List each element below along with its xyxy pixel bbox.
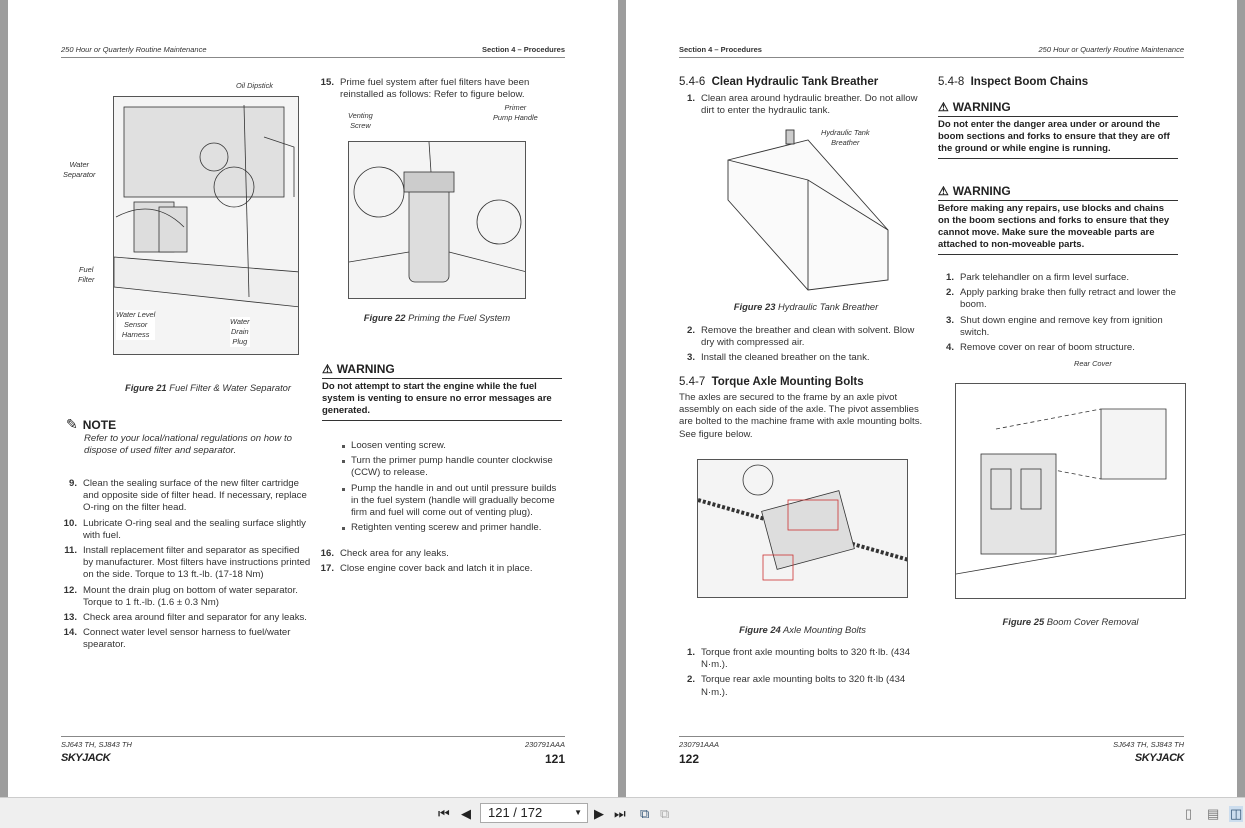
warning-box-2: ⚠ WARNING Before making any repairs, use blocks and chains on the boom sections and forks to ensure that they cannot move. Make sure the moveable parts are attached to non-moveable parts. [938,184,1178,255]
continuous-page-icon[interactable]: ▤ [1207,806,1220,821]
figure-23-caption: Figure 23 Hydraulic Tank Breather [733,301,879,312]
figure-24-caption: Figure 24 Axle Mounting Bolts [739,624,866,635]
skyjack-logo: SKYJACK [61,752,111,764]
bullet-item: Turn the primer pump handle counter clockwise (CCW) to release. [341,455,566,479]
note-text: Refer to your local/national regulations on how to dispose of used filter and separator. [84,433,292,457]
warning-triangle-icon: ⚠ [938,184,949,198]
running-header: 250 Hour or Quarterly Routine Maintenance [61,45,207,54]
step-item: 13. Check area around filter and separator for any leaks. [63,612,307,624]
step-item: 10. Lubricate O-ring seal and the sealing surface slightly with fuel. [63,517,306,541]
prev-page-icon[interactable]: ◀ [461,806,471,821]
first-page-icon[interactable]: ⏮ [438,806,450,821]
single-page-icon[interactable]: ▯ [1185,806,1193,821]
section-header: Section 4 – Procedures [482,45,565,54]
label-hydraulic-breather: Hydraulic Tank Breather [821,128,870,147]
warning-triangle-icon: ⚠ [322,362,333,376]
figure-25-image [955,383,1186,599]
label-water-drain: Water Drain Plug [230,317,250,346]
warning-box: ⚠ WARNING Do not attempt to start the engine while the fuel system is venting to ensure no error messages are generated. [322,362,562,421]
label-water-level: Water Level Sensor Harness [116,310,156,339]
skyjack-logo: SKYJACK [1134,752,1184,764]
last-page-icon[interactable]: ⏭ [614,806,626,821]
page-selector[interactable]: 121 / 172 ▼ [480,803,588,823]
step-item: 11. Install replacement filter and separator as specified by manufacturer. Most filters have instructions printed on the side. Torque to 13 ft.-lb. (17-18 Nm) [64,545,311,581]
label-fuel-filter: Fuel Filter [78,265,95,284]
figure-23-image [718,120,898,292]
figure-21-caption: Figure 21 Fuel Filter & Water Separator [124,382,292,393]
pencil-icon: ✎ [66,416,78,432]
left-page [8,0,618,797]
priming-bullets [341,440,566,537]
label-primer-pump: Primer Pump Handle [493,103,538,122]
section-5-4-8-heading: 5.4-8 Inspect Boom Chains [938,76,1089,88]
figure-25-caption: Figure 25 Boom Cover Removal [1002,616,1139,627]
paste-icon[interactable]: ⧉ [660,806,670,821]
figure-24-image [697,459,908,598]
viewer-toolbar [0,797,1245,828]
step-15: 15. Prime fuel system after fuel filters have been reinstalled as follows: Refer to figure below. [320,77,530,101]
section-5-4-6-heading: 5.4-6 Clean Hydraulic Tank Breather [679,76,879,88]
axle-description: The axles are secured to the frame by an axle pivot assembly on each side of the axle. The pivot assemblies are bolted to the machine frame with axle mounting bolts. See figure below. [679,392,923,440]
page-number: 122 [679,752,700,766]
note-box: ✎ NOTE Refer to your local/national regulations on how to dispose of used filter and separator. [66,416,316,457]
copy-icon[interactable]: ⧉ [640,806,650,821]
chevron-down-icon: ▼ [574,808,582,817]
figure-22-image [348,141,526,299]
two-page-icon[interactable]: ◫ [1230,806,1243,821]
step-item: 14. Connect water level sensor harness to fuel/water spearator. [63,627,291,651]
step-item: 12. Mount the drain plug on bottom of water separator. Torque to 1 ft.-lb. (1.6 ± 0.3 Nm) [63,584,298,608]
right-page: Section 4 – Procedures 250 Hour or Quarterly Routine Maintenance 5.4-6 Clean Hydraulic Tank Breather 1. Clean area around hydraulic breather. Do not allow dirt to enter the hydraulic tank. Hydraulic Tank Breather Figure 23 Hydraulic Tank Breather 2. Remove the breather and clean with solvent. Blow dry with compressed air. 3. Install the cleaned breather on the tank. 5.4-7 Torque Axle Mounting Bolts The axles are secured to the frame by an axle pivot assembly on each side of the axle. The pivot assemblies are bolted to the machine frame with axle mounting bolts. See figure below. Figure 24 Axle Mounting Bolts 1. Torque front axle mounting bolts to 320 ft·lb. (434 N·m.). 2. Torque rear axle mounting bolts to 320 ft·lb (434 N·m.). 5.4-8 Inspect Boom Chains ⚠ WARNING Do not enter the danger area under or around the boom sections and forks to ensure that they are off the ground or while engine is running. ⚠ WARNING Before making any repairs, use blocks and chains on the boom sections and forks to ensure that they cannot move. Make sure the moveable parts are attached to non-moveable parts. 1. Park telehandler on a firm level surface. 2. Apply parking brake then fully retract and lower the boom. 3. Shut down engine and remove key from ignition switch. 4. Remove cover on rear of boom structure. Rear Cover Figure 25 Boom Cover Removal 230791AAA SJ643 TH, SJ843 TH 122 SKYJACK [626,0,1237,797]
bullet-item: Loosen venting screw. [341,440,566,452]
label-venting-screw: Venting Screw [348,111,373,130]
label-water-separator: Water Separator [63,160,96,179]
warning-box-1: ⚠ WARNING Do not enter the danger area under or around the boom sections and forks to ensure that they are off the ground or while engine is running. [938,100,1178,159]
next-page-icon[interactable]: ▶ [594,806,604,821]
bullet-item: Pump the handle in and out until pressure builds in the fuel system (handle will gradually become firm and fuel will come out of venting plug). [341,483,566,520]
steps-list-2: 16. Check area for any leaks. 17. Close engine cover back and latch it in place. [320,548,533,575]
steps-list [61,478,311,655]
step-item: 9. Clean the sealing surface of the new filter cartridge and opposite side of filter head. If necessary, replace O-ring on the filter head. [68,478,307,514]
label-rear-cover: Rear Cover [1074,359,1112,368]
bullet-item: Retighten venting scerew and primer handle. [341,522,566,534]
page-number: 121 [544,752,565,766]
footer-model: SJ643 TH, SJ843 TH [1113,740,1184,749]
section-5-4-7-heading: 5.4-7 Torque Axle Mounting Bolts [679,376,864,388]
label-oil-dipstick: Oil Dipstick [236,81,273,90]
footer-model: SJ643 TH, SJ843 TH [61,740,132,749]
footer-doc: 230791AAA [524,740,565,749]
figure-22-caption: Figure 22 Priming the Fuel System [363,312,511,323]
footer-doc: 230791AAA [679,740,720,749]
warning-triangle-icon: ⚠ [938,100,949,114]
running-header: 250 Hour or Quarterly Routine Maintenance [1038,45,1184,54]
section-header: Section 4 – Procedures [679,45,762,54]
